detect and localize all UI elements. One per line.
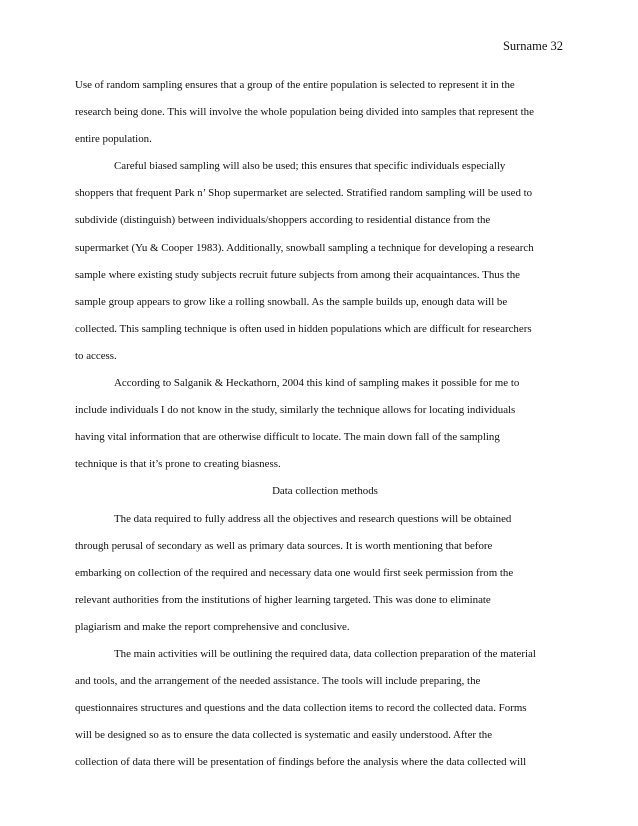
running-head: Surname 32 [502, 39, 563, 53]
text-line: According to Salganik & Heckathorn, 2004 this kind of sampling makes it possible for me to [114, 377, 520, 390]
text-line: Use of random sampling ensures that a group of the entire population is selected to represent it in the [75, 79, 515, 91]
text-line: and tools, and the arrangement of the needed assistance. The tools will include preparing, the [75, 675, 481, 688]
document-body [75, 72, 575, 776]
text-line: The main activities will be outlining the required data, data collection preparation of the material [114, 647, 536, 660]
text-line: technique is that it’s prone to creating biasness. [75, 458, 281, 471]
text-line: supermarket (Yu & Cooper 1983). Additionally, snowball sampling a technique for developing a research [75, 241, 534, 254]
text-line: through perusal of secondary as well as primary data sources. It is worth mentioning that before [75, 539, 493, 552]
text-line: having vital information that are otherwise difficult to locate. The main down fall of the sampling [75, 431, 500, 444]
text-line: relevant authorities from the institutions of higher learning targeted. This was done to eliminate [75, 593, 491, 606]
text-line: include individuals I do not know in the study, similarly the technique allows for locating individuals [75, 404, 516, 417]
text-line: research being done. This will involve the whole population being divided into samples that represent the [75, 106, 534, 119]
text-line: sample group appears to grow like a rolling snowball. As the sample builds up, enough data will be [75, 295, 508, 308]
text-line: entire population. [75, 133, 152, 146]
text-line: The data required to fully address all the objectives and research questions will be obtained [114, 512, 512, 525]
text-line: collected. This sampling technique is often used in hidden populations which are difficult for researchers [75, 322, 532, 335]
text-line: Careful biased sampling will also be used; this ensures that specific individuals especially [114, 160, 506, 173]
text-line: subdivide (distinguish) between individuals/shoppers according to residential distance from the [75, 214, 491, 227]
text-line: embarking on collection of the required and necessary data one would first seek permission from the [75, 566, 514, 579]
text-line: to access. [75, 349, 117, 362]
text-line: will be designed so as to ensure the data collected is systematic and easily understood. After the [75, 729, 493, 742]
text-line: collection of data there will be presentation of findings before the analysis where the data collected will [75, 756, 527, 769]
text-line: questionnaires structures and questions and the data collection items to record the collected data. Forms [75, 702, 527, 715]
text-line: shoppers that frequent Park n’ Shop supermarket are selected. Stratified random sampling will be used to [75, 187, 533, 200]
text-line: sample where existing study subjects recruit future subjects from among their acquaintances. Thus the [75, 268, 520, 281]
section-heading: Data collection methods [272, 485, 378, 498]
text-line: plagiarism and make the report comprehensive and conclusive. [75, 620, 350, 633]
